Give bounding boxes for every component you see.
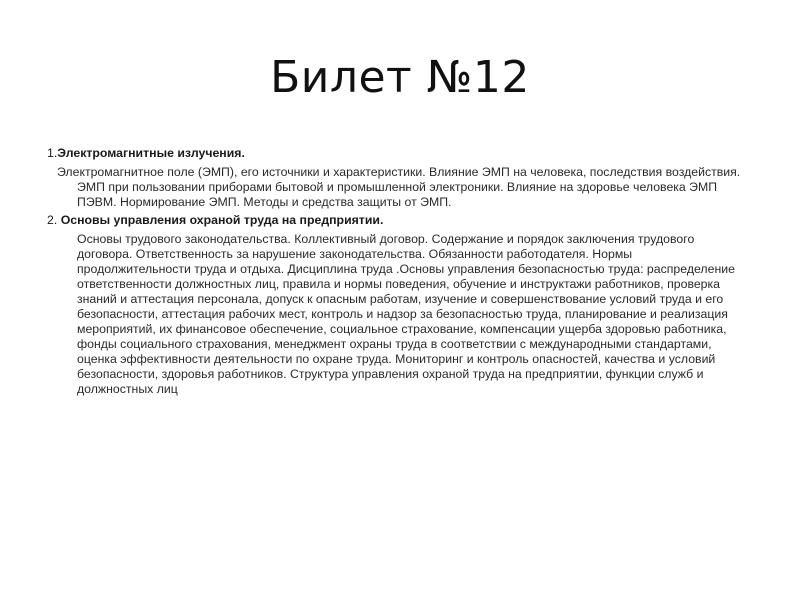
slide-body (47, 146, 747, 397)
item-2-heading (47, 213, 747, 228)
item-1-text: Электромагнитное поле (ЭМП), его источники и характеристики. Влияние ЭМП на человека, последствия воздействия. ЭМП при пользовании приборами бытовой и промышленной электроники. Влияние на здоровье человека ЭМП ПЭВМ. Нормирование ЭМП. Методы и средства защиты от ЭМП. (57, 165, 741, 209)
item-2-number: 2. (47, 213, 61, 227)
item-2-text: Основы трудового законодательства. Коллективный договор. Содержание и порядок заключения трудового договора. Ответственность за нарушение законодательства. Обязанности работодателя. Нормы продолжительности труда и отдыха. Дисциплина труда .Основы управления безопасностью труда: распределение ответственности должностных лиц, правила и нормы поведения, обучение и инструктажи работников, проверка знаний и аттестация персонала, допуск к опасным работам, изучение и совершенствование условий труда и его безопасности, аттестация рабочих мест, контроль и надзор за безопасностью труда, планирование и реализация мероприятий, их финансовое обеспечение, социальное страхование, компенсации ущерба здоровью работника, фонды социального страхования, менеджмент охраны труда в соответствии с международными стандартами, оценка эффективности деятельности по охране труда. Мониторинг и контроль опасностей, качества и условий безопасности, здоровья работников. Структура управления охраной труда на предприятии, функции служб и должностных лиц (77, 232, 735, 396)
item-1-heading (47, 146, 747, 161)
item-2-title: Основы управления охраной труда на предприятии. (60, 213, 384, 227)
item-1-number: 1. (47, 146, 58, 160)
slide-title: Билет №12 (270, 52, 530, 103)
item-1-title: Электромагнитные излучения. (57, 146, 245, 160)
